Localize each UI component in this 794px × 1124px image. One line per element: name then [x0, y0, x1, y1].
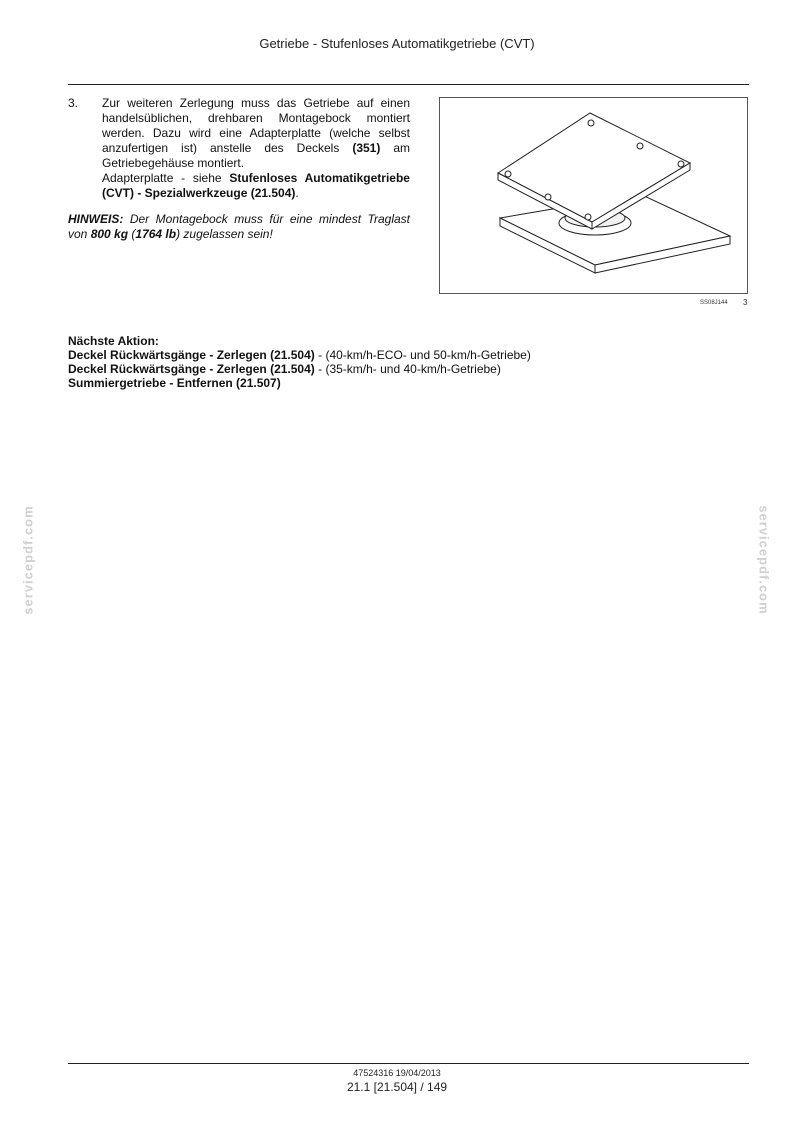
adapter-plate-paragraph — [102, 171, 410, 201]
next-actions — [68, 334, 749, 390]
figure-code: SS08J144 — [700, 300, 728, 306]
header-divider — [68, 84, 749, 85]
next-action-detail: - (40-km/h-ECO- und 50-km/h-Getriebe) — [314, 348, 531, 362]
footer-divider — [68, 1063, 749, 1064]
note-text-1: Der Montagebock muss für eine mindest Traglast von — [68, 212, 410, 241]
step-text-4: . — [295, 186, 299, 200]
next-action-link[interactable]: Deckel Rückwärtsgänge - Zerlegen (21.504) — [68, 362, 315, 376]
step-number: 3. — [68, 96, 79, 110]
note-weight-kg: 800 kg — [90, 227, 129, 241]
figure-number: 3 — [743, 298, 748, 307]
footer-page-number: 21.1 [21.504] / 149 — [346, 1080, 448, 1094]
bolt-hole — [637, 143, 643, 149]
step-text-1: Zur weiteren Zerlegung muss das Getriebe auf einen handelsüblichen, drehbaren Montagebock montiert werden. Dazu wird eine Adapterplatte (welche selbst anzufertigen ist) anstelle des Deckels — [102, 96, 410, 155]
step-paragraph — [102, 96, 410, 171]
next-action-detail: - (35-km/h- und 40-km/h-Getriebe) — [314, 362, 501, 376]
note-text-3: ) zugelassen sein! — [176, 227, 273, 241]
adapter-plate-illustration — [440, 98, 747, 293]
bolt-hole — [585, 214, 591, 220]
step-3 — [68, 96, 410, 201]
bolt-hole — [545, 194, 551, 200]
note-label: HINWEIS: — [68, 212, 124, 226]
note-weight-lb: 1764 lb — [135, 227, 177, 241]
next-action-item — [68, 376, 749, 390]
watermark-left: servicepdf.com — [20, 505, 36, 615]
step-text-2: am Getriebegehäuse montiert. — [102, 141, 410, 170]
watermark-right: servicepdf.com — [756, 505, 772, 615]
next-action-link[interactable]: Deckel Rückwärtsgänge - Zerlegen (21.504) — [68, 348, 315, 362]
figure-adapter-plate — [439, 97, 748, 294]
bolt-hole — [505, 171, 511, 177]
next-action-item — [68, 362, 749, 376]
cover-reference: (351) — [352, 141, 381, 155]
page-header-title: Getriebe - Stufenloses Automatikgetriebe (CVT) — [259, 36, 535, 51]
step-body — [102, 96, 410, 201]
bolt-hole — [588, 120, 594, 126]
next-action-item — [68, 348, 749, 362]
next-actions-heading: Nächste Aktion: — [68, 334, 159, 348]
note — [68, 212, 410, 242]
bolt-hole — [678, 161, 684, 167]
footer-document-id: 47524316 19/04/2013 — [353, 1068, 441, 1078]
special-tools-link[interactable]: Stufenloses Automatikgetriebe (CVT) - Spezialwerkzeuge (21.504) — [102, 171, 410, 200]
next-action-link[interactable]: Summiergetriebe - Entfernen (21.507) — [68, 376, 281, 390]
step-text-3: Adapterplatte - siehe — [102, 171, 230, 185]
note-text-2: ( — [128, 227, 136, 241]
